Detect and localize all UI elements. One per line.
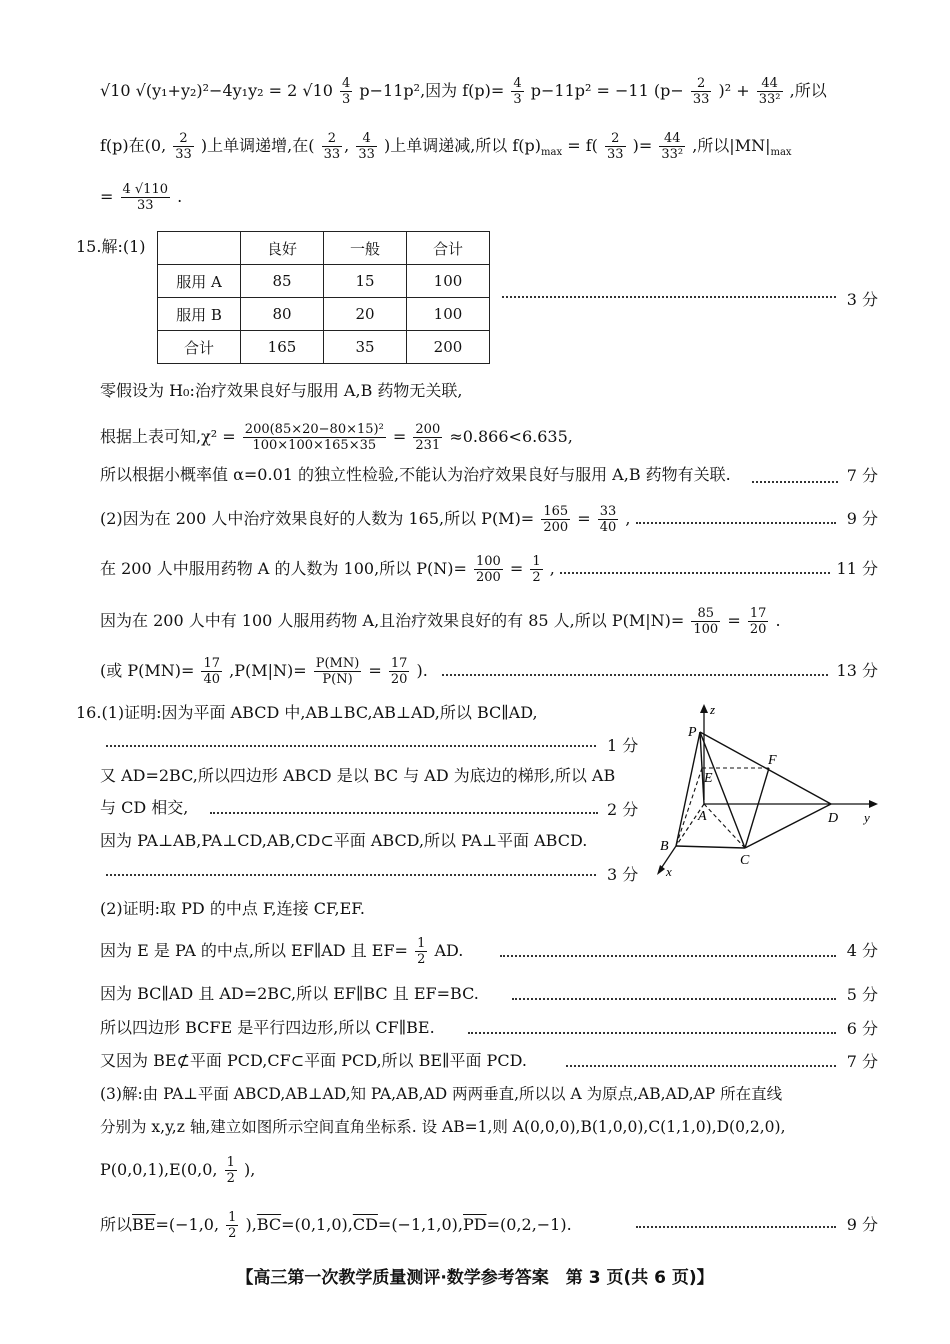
- table-row: [158, 331, 490, 364]
- z-axis-arrow: [700, 704, 708, 713]
- dot-leader: [500, 955, 836, 957]
- score-mark: 2 分: [607, 800, 639, 819]
- score-mark: 9 分: [846, 1215, 878, 1234]
- q16-part2-line1: 因为 E 是 PA 的中点,所以 EF∥AD 且 EF= $\frac{1}{2}$ AD.: [100, 936, 464, 967]
- table-cell: 合计: [158, 331, 241, 364]
- table-cell: 165: [241, 331, 324, 364]
- dot-leader: [560, 572, 830, 574]
- score-mark: 7 分: [846, 1052, 878, 1071]
- table-cell: 20: [324, 298, 407, 331]
- table-cell: 15: [324, 265, 407, 298]
- dot-leader: [106, 745, 596, 747]
- score-mark: 3 分: [607, 865, 639, 884]
- edge-eb: [676, 768, 702, 846]
- edge-cd: [745, 804, 831, 848]
- score-mark: 4 分: [846, 941, 878, 960]
- q16-part2-intro: (2)证明:取 PD 的中点 F,连接 CF,EF.: [100, 899, 366, 918]
- table-cell: 合计: [407, 232, 490, 265]
- q16-part3-line2: 分别为 x,y,z 轴,建立如图所示空间直角坐标系. 设 AB=1,则 A(0,0,0),B(1,0,0),C(1,1,0),D(0,2,0),: [100, 1118, 786, 1136]
- score-mark: 3 分: [846, 290, 878, 309]
- table-cell: 85: [241, 265, 324, 298]
- score-mark: 5 分: [846, 985, 878, 1004]
- table-cell: 35: [324, 331, 407, 364]
- label-a: A: [698, 809, 707, 824]
- score-mark: 13 分: [836, 661, 878, 680]
- derivation-line-2: f(p)在(0, $\frac{2}{33}$ )上单调递增,在( $\frac{2}{33}$ , $\frac{4}{33}$ )上单调递减,所以 $f(p)_{max} = f$( $\frac{2}{33}$ )= $\frac{44}{\text{33²}}$ ,所以$|MN|_{max}$: [100, 131, 792, 162]
- dot-leader: [106, 874, 596, 876]
- page-footer: 【高三第一次教学质量测评·数学参考答案 第 3 页(共 6 页)】: [236, 1268, 714, 1288]
- q15-null-hypothesis: 零假设为 H₀:治疗效果良好与服用 A,B 药物无关联,: [100, 381, 463, 400]
- label-x: x: [666, 864, 672, 879]
- table-cell: 100: [407, 265, 490, 298]
- x-axis-arrow: [657, 865, 665, 875]
- dot-leader: [566, 1065, 836, 1067]
- dot-leader: [636, 1226, 836, 1228]
- edge-cf: [745, 768, 769, 848]
- score-mark: 11 分: [836, 559, 878, 578]
- q15-pmn: 因为在 200 人中有 100 人服用药物 A,且治疗效果良好的有 85 人,所以 P(M|N)= $\frac{85}{100}$ = $\frac{17}{20}$ .: [100, 606, 781, 637]
- coordinate-figure: [648, 700, 888, 880]
- q15-conclusion: 所以根据小概率值 α=0.01 的独立性检验,不能认为治疗效果良好与服用 A,B 药物有关联.: [100, 465, 731, 484]
- edge-bc: [676, 846, 745, 848]
- table-cell: 100: [407, 298, 490, 331]
- dot-leader: [512, 998, 836, 1000]
- edge-ac: [704, 804, 745, 848]
- results-table: [157, 231, 490, 364]
- label-f: F: [768, 753, 777, 768]
- q15-pm: (2)因为在 200 人中治疗效果良好的人数为 165,所以 P(M)= $\frac{165}{200}$ = $\frac{33}{40}$ ,: [100, 504, 631, 535]
- derivation-line-1: √10 √(y₁+y₂)²−4y₁y₂ = 2 √10 $\frac{4}{3}$ p−11p²,因为 f(p)= $\frac{4}{3}$ p−11p² = −11 (p− $\frac{2}{33}$ )² + $\frac{44}{\text{33²}}$ ,所以: [100, 76, 827, 107]
- score-mark: 6 分: [846, 1019, 878, 1038]
- table-cell: 服用 B: [158, 298, 241, 331]
- table-cell: 良好: [241, 232, 324, 265]
- dot-leader: [210, 812, 598, 814]
- label-y: y: [864, 810, 870, 825]
- label-p: P: [688, 725, 697, 740]
- q15-label: 15.解:(1): [76, 237, 146, 256]
- table-cell: 80: [241, 298, 324, 331]
- dot-leader: [468, 1032, 836, 1034]
- q16-part1-line1: 16.(1)证明:因为平面 ABCD 中,AB⊥BC,AB⊥AD,所以 BC∥AD,: [76, 703, 538, 722]
- label-b: B: [660, 839, 669, 854]
- y-axis-arrow: [869, 800, 878, 808]
- table-cell: [158, 232, 241, 265]
- table-cell: 一般: [324, 232, 407, 265]
- q16-part1-line2: 又 AD=2BC,所以四边形 ABCD 是以 BC 与 AD 为底边的梯形,所以 AB: [100, 766, 616, 785]
- dot-leader: [442, 674, 828, 676]
- derivation-line-3: = $\frac{4 √110}{33}$ .: [100, 182, 183, 213]
- table-row: [158, 232, 490, 265]
- dot-leader: [752, 481, 838, 483]
- score-mark: 1 分: [607, 736, 639, 755]
- q16-part2-line2: 因为 BC∥AD 且 AD=2BC,所以 EF∥BC 且 EF=BC.: [100, 984, 479, 1003]
- q15-chi-square: 根据上表可知,χ² = $\frac{\text{200(85×20−80×15)²}}{100\times 100\times 165\times 35}$ = $\frac{200}{231}$ ≈0.866<6.635,: [100, 422, 573, 453]
- q16-part3-vectors: 所以$\overline{BE}=(-1,0$, $\frac{1}{2}$ )$,\overline{BC}=(0,1,0),\overline{CD}=(-1,1,0),\overline{PD}=(0,2,-1)$.: [100, 1210, 572, 1241]
- table-row: [158, 298, 490, 331]
- q16-part1-line4: 因为 PA⊥AB,PA⊥CD,AB,CD⊂平面 ABCD,所以 PA⊥平面 ABCD.: [100, 831, 588, 850]
- q16-part3-line1: (3)解:由 PA⊥平面 ABCD,AB⊥AD,知 PA,AB,AD 两两垂直,所以以 A 为原点,AB,AD,AP 所在直线: [100, 1085, 783, 1103]
- score-mark: 7 分: [846, 466, 878, 485]
- table-row: [158, 265, 490, 298]
- q16-part1-line3: 与 CD 相交,: [100, 798, 189, 817]
- score-mark: 9 分: [846, 509, 878, 528]
- label-d: D: [828, 811, 839, 826]
- table-cell: 服用 A: [158, 265, 241, 298]
- q16-part2-line3: 所以四边形 BCFE 是平行四边形,所以 CF∥BE.: [100, 1018, 435, 1037]
- q15-pn: 在 200 人中服用药物 A 的人数为 100,所以 P(N)= $\frac{100}{200}$ = $\frac{1}{2}$ ,: [100, 554, 555, 585]
- label-c: C: [740, 853, 750, 868]
- q15-alternative: (或 P(MN)= $\frac{17}{40}$ ,P(M|N)= $\frac{P(MN)}{P(N)}$ = $\frac{17}{20}$ ).: [100, 656, 428, 687]
- dot-leader: [502, 296, 836, 298]
- table-cell: 200: [407, 331, 490, 364]
- q16-part3-line3: P(0,0,1),E(0,0, $\frac{1}{2}$ ),: [100, 1155, 256, 1186]
- label-z: z: [710, 702, 716, 717]
- label-e: E: [704, 771, 713, 786]
- edge-pc: [700, 732, 745, 848]
- dot-leader: [636, 522, 836, 524]
- q16-part2-line4: 又因为 BE⊄平面 PCD,CF⊂平面 PCD,所以 BE∥平面 PCD.: [100, 1051, 527, 1070]
